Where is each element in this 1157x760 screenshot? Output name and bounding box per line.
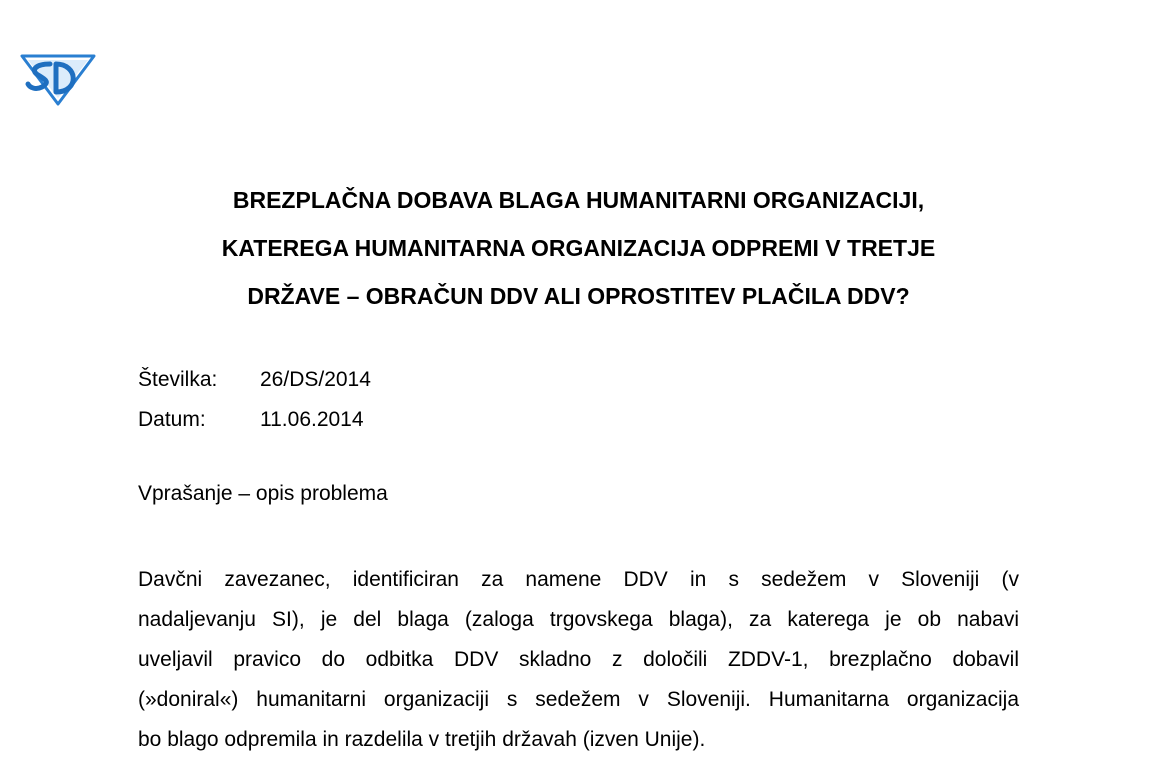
section-heading: Vprašanje – opis problema [138,482,388,505]
number-label: Številka: [138,368,218,391]
title-line: DRŽAVE – OBRAČUN DDV ALI OPROSTITEV PLAČILA DDV? [247,283,910,309]
document-title [100,176,1057,320]
paragraph-line: (»doniral«) humanitarni organizaciji s sedežem v Sloveniji. Humanitarna organizacija [138,688,1019,711]
title-line: BREZPLAČNA DOBAVA BLAGA HUMANITARNI ORGANIZACIJI, [232,187,925,213]
title-line: KATEREGA HUMANITARNA ORGANIZACIJA ODPREMI V TRETJE [221,235,936,261]
sd-logo-icon [20,48,96,106]
meta-number-row [138,360,371,400]
date-label: Datum: [138,408,206,431]
paragraph-line: Davčni zavezanec, identificiran za namene DDV in s sedežem v Sloveniji (v [138,568,1019,591]
meta-date-row [138,400,371,440]
document-meta [138,360,371,440]
body-paragraph [138,560,1019,760]
paragraph-line: bo blago odpremila in razdelila v tretjih državah (izven Unije). [138,728,706,751]
paragraph-line: nadaljevanju SI), je del blaga (zaloga trgovskega blaga), za katerega je ob nabavi [138,608,1019,631]
paragraph-line: uveljavil pravico do odbitka DDV skladno z določili ZDDV-1, brezplačno dobavil [138,648,1019,671]
number-value: 26/DS/2014 [260,368,371,391]
date-value: 11.06.2014 [260,408,364,431]
